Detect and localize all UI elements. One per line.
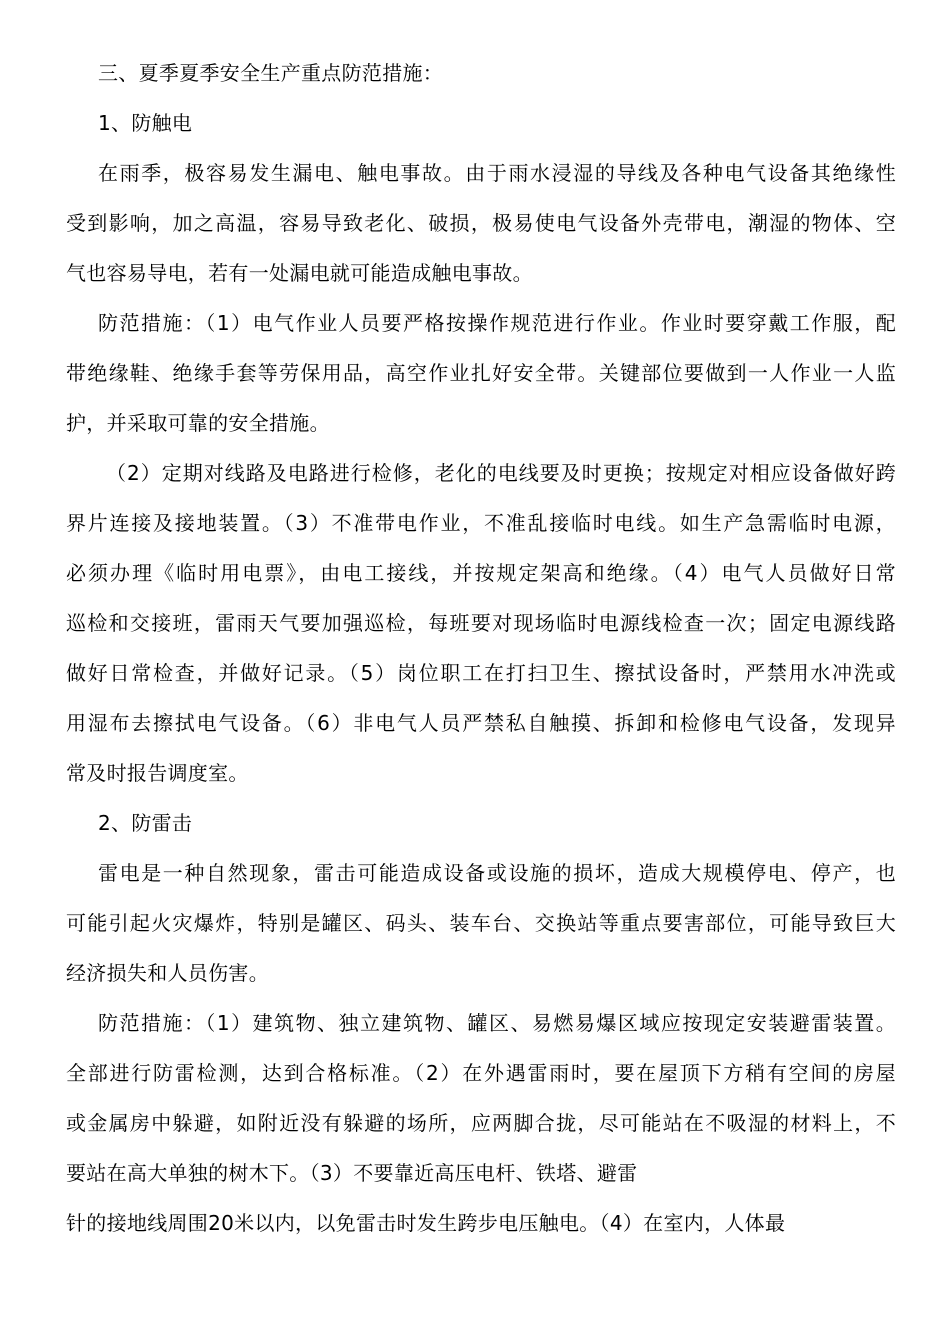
subsection-heading-lightning: 2、防雷击 — [98, 811, 193, 835]
paragraph-line: 界片连接及接地装置。（3）不准带电作业，不准乱接临时电线。如生产急需临时电源， — [66, 511, 896, 535]
paragraph-line: 防范措施：（1）电气作业人员要严格按操作规范进行作业。作业时要穿戴工作服，配 — [98, 311, 896, 335]
paragraph-line: （2）定期对线路及电路进行检修，老化的电线要及时更换；按规定对相应设备做好跨 — [106, 461, 896, 485]
paragraph-line: 常及时报告调度室。 — [66, 761, 249, 785]
paragraph-line: 必须办理《临时用电票》，由电工接线，并按规定架高和绝缘。（4）电气人员做好日常 — [66, 561, 896, 585]
paragraph-line: 气也容易导电，若有一处漏电就可能造成触电事故。 — [66, 261, 533, 285]
paragraph-line: 全部进行防雷检测，达到合格标准。（2）在外遇雷雨时，要在屋顶下方稍有空间的房屋 — [66, 1061, 896, 1085]
paragraph-line: 防范措施：（1）建筑物、独立建筑物、罐区、易燃易爆区域应按现定安装避雷装置。 — [98, 1011, 896, 1035]
paragraph-line: 受到影响，加之高温，容易导致老化、破损，极易使电气设备外壳带电，潮湿的物体、空 — [66, 211, 896, 235]
paragraph-line: 带绝缘鞋、绝缘手套等劳保用品，高空作业扎好安全带。关键部位要做到一人作业一人监 — [66, 361, 896, 385]
paragraph-line: 巡检和交接班，雷雨天气要加强巡检，每班要对现场临时电源线检查一次；固定电源线路 — [66, 611, 896, 635]
paragraph-line: 或金属房中躲避，如附近没有躲避的场所，应两脚合拢，尽可能站在不吸湿的材料上，不 — [66, 1111, 896, 1135]
section-heading: 三、夏季夏季安全生产重点防范措施： — [98, 61, 444, 85]
paragraph-line: 在雨季，极容易发生漏电、触电事故。由于雨水浸湿的导线及各种电气设备其绝缘性 — [98, 161, 896, 185]
subsection-heading-electric-shock: 1、防触电 — [98, 111, 193, 135]
paragraph-line: 经济损失和人员伤害。 — [66, 961, 269, 985]
paragraph-line: 针的接地线周围20米以内，以免雷击时发生跨步电压触电。（4）在室内，人体最 — [66, 1211, 786, 1235]
paragraph-line: 做好日常检查，并做好记录。（5）岗位职工在打扫卫生、擦拭设备时，严禁用水冲洗或 — [66, 661, 896, 685]
paragraph-line: 雷电是一种自然现象，雷击可能造成设备或设施的损坏，造成大规模停电、停产，也 — [98, 861, 896, 885]
paragraph-line: 用湿布去擦拭电气设备。（6）非电气人员严禁私自触摸、拆卸和检修电气设备，发现异 — [66, 711, 896, 735]
paragraph-line: 可能引起火灾爆炸，特别是罐区、码头、装车台、交换站等重点要害部位，可能导致巨大 — [66, 911, 896, 935]
paragraph-line: 要站在高大单独的树木下。（3）不要靠近高压电杆、铁塔、避雷 — [66, 1161, 638, 1185]
paragraph-line: 护，并采取可靠的安全措施。 — [66, 411, 330, 435]
